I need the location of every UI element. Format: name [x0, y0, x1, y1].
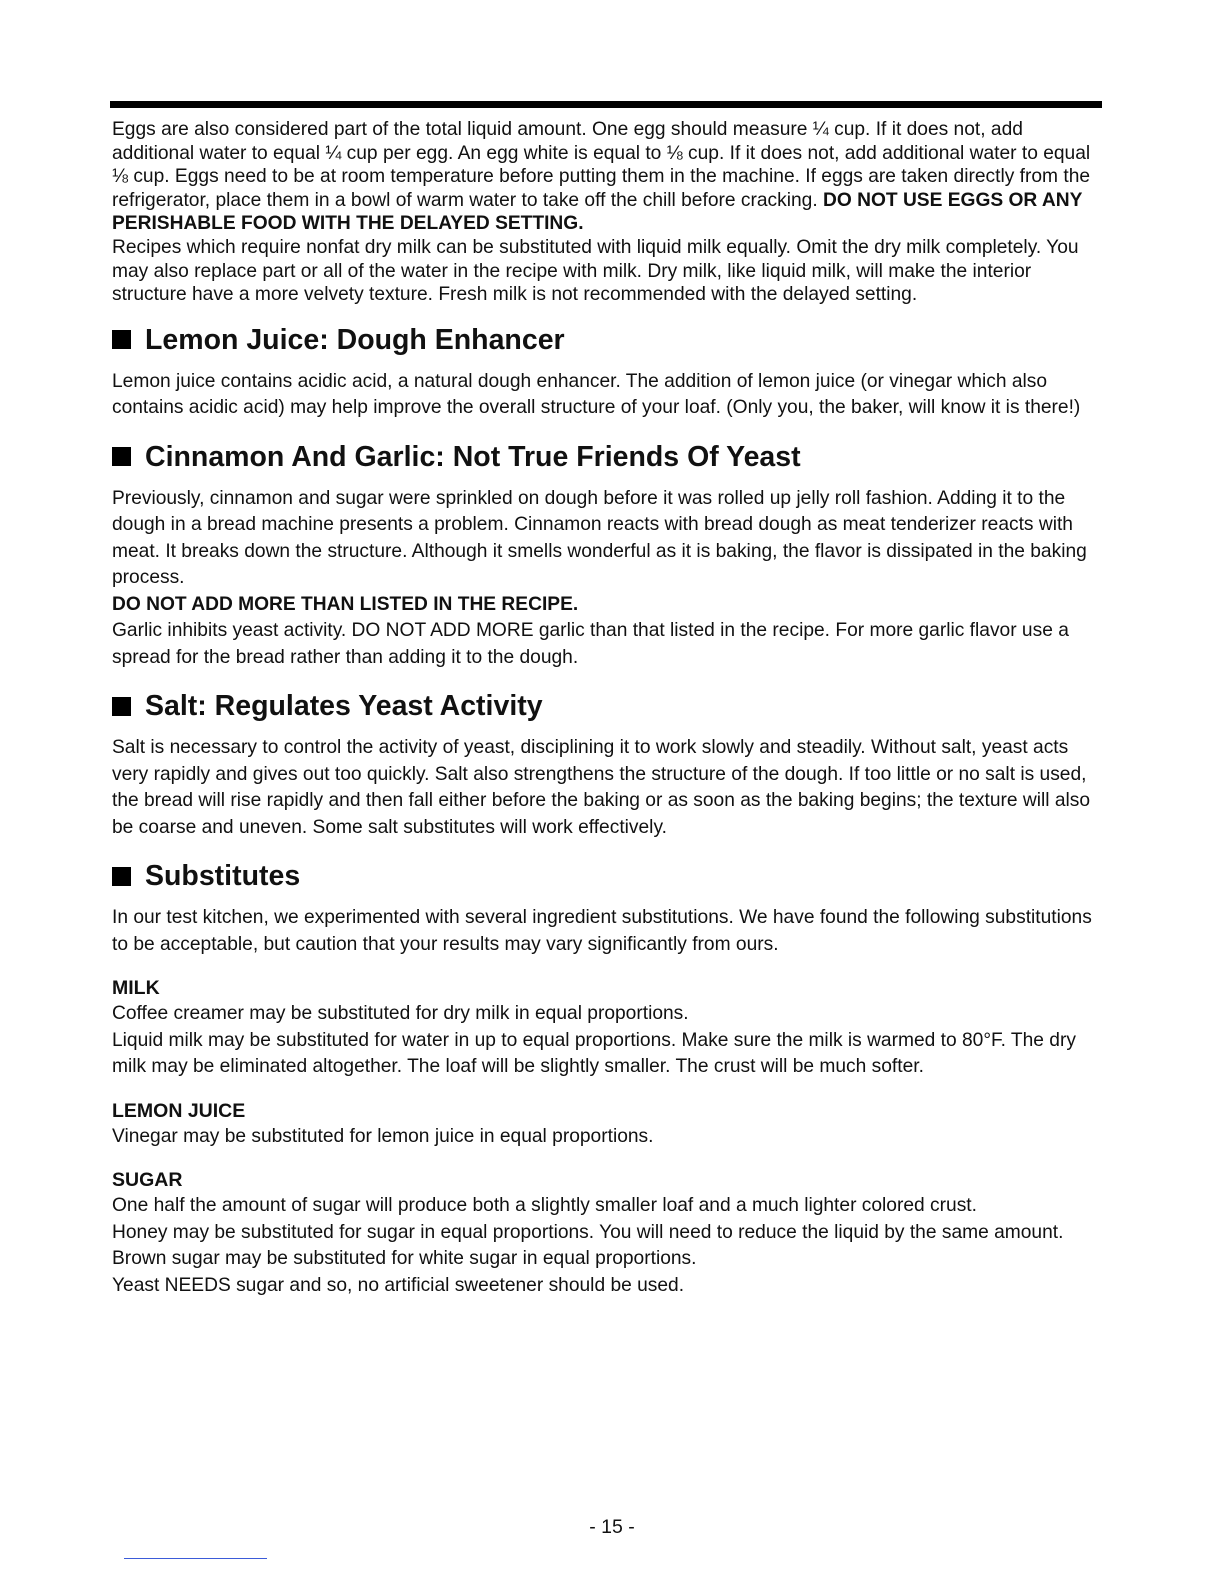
sugar-sub-line: Yeast NEEDS sugar and so, no artificial sweetener should be used.: [112, 1274, 685, 1296]
section-title-salt: Salt: Regulates Yeast Activity: [145, 690, 543, 723]
square-bullet-icon: [112, 867, 131, 886]
section-lemon: [112, 323, 1102, 422]
section-title-lemon: Lemon Juice: Dough Enhancer: [145, 323, 565, 356]
section-salt: [112, 689, 1102, 841]
substitutes-paragraph: In our test kitchen, we experimented with several ingredient substitutions. We have found the following substitutions to be acceptable, but caution that your results may vary significantly from ours.: [112, 907, 1092, 955]
section-cinnamon: [112, 440, 1102, 672]
eggs-text: Eggs are also considered part of the total liquid amount. One egg should measure ¼ cup. If it does not, add additional water to equal ¼ cup per egg. An egg white is equal to ⅛ cup. If it does not, add additional water to equal ⅛ cup. Eggs need to be at room temperature before putting them in the machine. If eggs are taken directly from the refrigerator, place them in a bowl of warm water to take off the chill before cracking.: [112, 119, 1091, 211]
footer-line: [124, 1558, 267, 1559]
section-heading: [112, 859, 1102, 893]
square-bullet-icon: [112, 697, 131, 716]
subheading-lemon-juice: LEMON JUICE: [112, 1099, 246, 1122]
milk-sub-line: Coffee creamer may be substituted for dry milk in equal proportions.: [112, 1003, 689, 1025]
sugar-sub-line: Brown sugar may be substituted for white sugar in equal proportions.: [112, 1248, 697, 1270]
lemon-sub-line: Vinegar may be substituted for lemon juice in equal proportions.: [112, 1125, 654, 1147]
page-number: - 15 -: [589, 1516, 635, 1538]
cinnamon-paragraph: Previously, cinnamon and sugar were sprinkled on dough before it was rolled up jelly roll fashion. Adding it to the dough in a bread machine presents a problem. Cinnamon reacts with bread dough as meat tenderizer reacts with meat. It breaks down the structure. Although it smells wonderful as it is baking, the flavor is dissipated in the baking process.: [112, 487, 1087, 589]
garlic-paragraph: Garlic inhibits yeast activity. DO NOT ADD MORE garlic than that listed in the recipe. For more garlic flavor use a spread for the bread rather than adding it to the dough.: [112, 620, 1069, 668]
section-substitutes: [112, 859, 1102, 1299]
sugar-sub-line: One half the amount of sugar will produce both a slightly smaller loaf and a much lighter colored crust.: [112, 1195, 977, 1217]
section-heading: [112, 689, 1102, 723]
section-heading: [112, 323, 1102, 357]
eggs-warning: DO NOT USE EGGS OR ANY PERISHABLE FOOD WITH THE DELAYED SETTING.: [112, 189, 1083, 235]
cinnamon-warning: DO NOT ADD MORE THAN LISTED IN THE RECIPE.: [112, 593, 579, 615]
subheading-sugar: SUGAR: [112, 1169, 183, 1192]
subheading-milk: MILK: [112, 977, 160, 1000]
square-bullet-icon: [112, 447, 131, 466]
salt-paragraph: Salt is necessary to control the activity of yeast, disciplining it to work slowly and steadily. Without salt, yeast acts very rapidly and gives out too quickly. Salt also strengthens the structure of the dough. If too little or no salt is used, the bread will rise rapidly and then fall either before the baking or as soon as the baking begins; the texture will also be coarse and uneven. Some salt substitutes will work effectively.: [112, 737, 1091, 838]
sugar-sub-line: Honey may be substituted for sugar in equal proportions. You will need to reduce the liquid by the same amount.: [112, 1221, 1064, 1243]
section-title-substitutes: Substitutes: [145, 860, 301, 893]
section-heading: [112, 440, 1102, 474]
lemon-paragraph: Lemon juice contains acidic acid, a natural dough enhancer. The addition of lemon juice (or vinegar which also contains acidic acid) may help improve the overall structure of your loaf. (Only you, the baker, will know it is there!): [112, 370, 1081, 419]
page-content: [112, 118, 1102, 1299]
milk-paragraph: Recipes which require nonfat dry milk can be substituted with liquid milk equally. Omit the dry milk completely. You may also replace part or all of the water in the recipe with milk. Dry milk, like liquid milk, will make the interior structure have a more velvety texture. Fresh milk is not recommended with the delayed setting.: [112, 236, 1079, 306]
top-rule: [110, 101, 1102, 108]
eggs-paragraph: [112, 118, 1102, 236]
section-title-cinnamon: Cinnamon And Garlic: Not True Friends Of Yeast: [145, 440, 801, 473]
milk-sub-line: Liquid milk may be substituted for water in up to equal proportions. Make sure the milk is warmed to 80°F. The dry milk may be eliminated altogether. The loaf will be slightly smaller. The crust will be much softer.: [112, 1029, 1076, 1078]
square-bullet-icon: [112, 330, 131, 349]
